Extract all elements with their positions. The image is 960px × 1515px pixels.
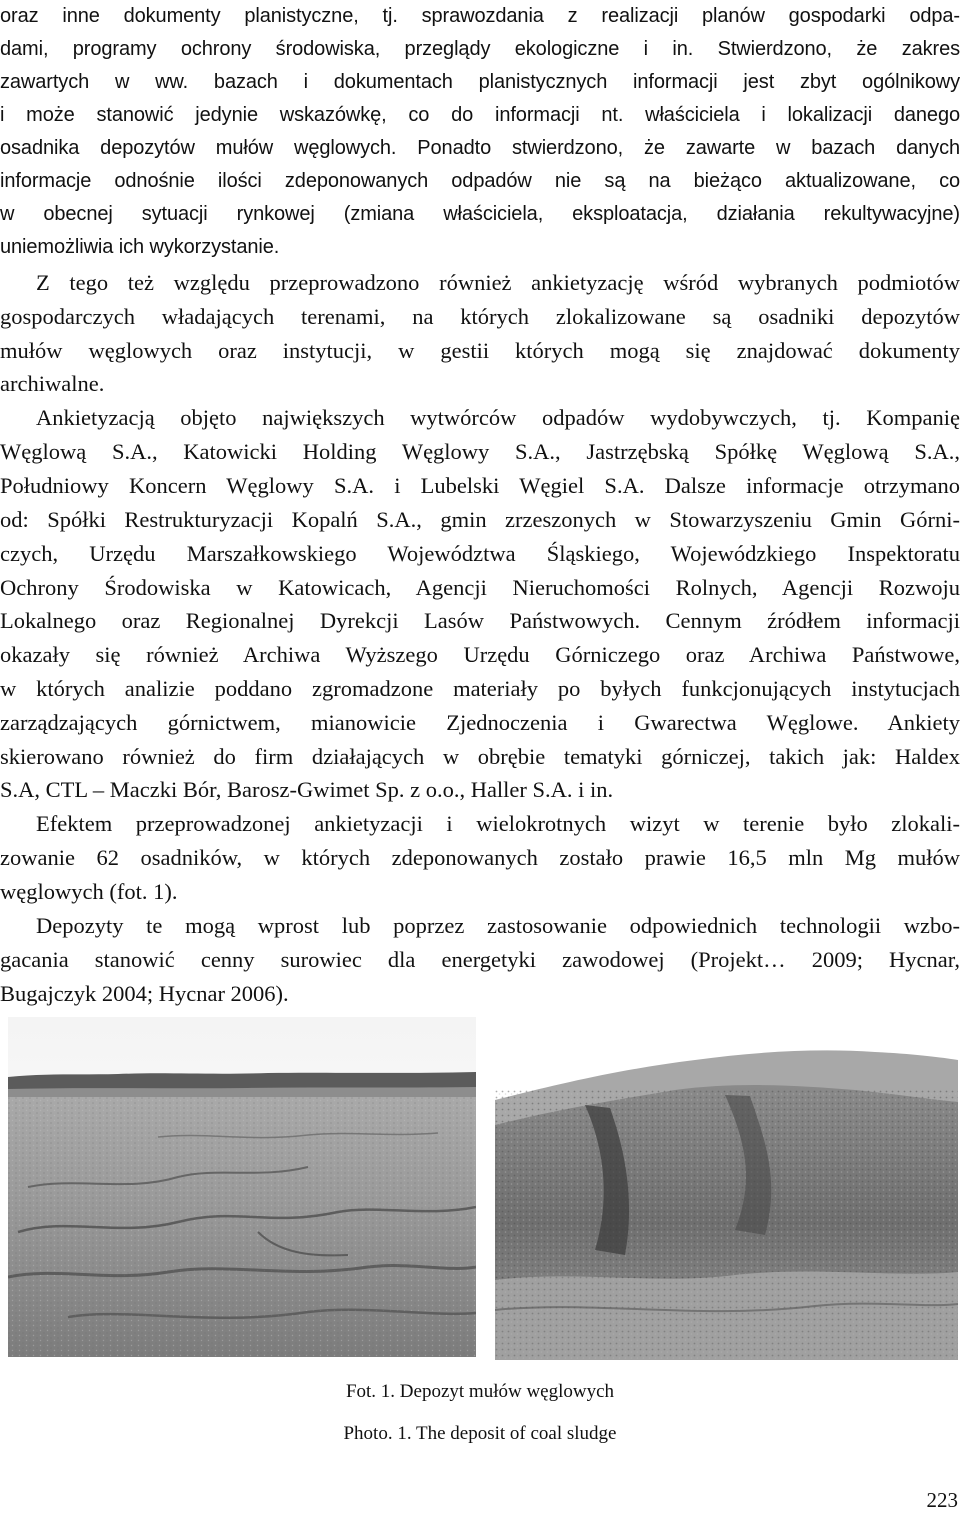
body-line: uniemożliwia ich wykorzystanie. xyxy=(0,236,280,258)
photo-left xyxy=(8,1017,476,1357)
body-line: zarządzających górnictwem, mianowicie Zjednoczenia i Gwarectwa Węglowe. Ankiety xyxy=(0,710,960,735)
body-line: i może stanowić jedynie wskazówkę, co do informacji nt. właściciela i lokalizacji danego xyxy=(0,104,960,126)
body-line: archiwalne. xyxy=(0,371,105,396)
body-line: oraz inne dokumenty planistyczne, tj. sprawozdania z realizacji planów gospodarki odpa- xyxy=(0,5,960,27)
figure-caption-pl: Fot. 1. Depozyt mułów węglowych xyxy=(345,1381,615,1402)
sludge-embankment-image xyxy=(495,1030,958,1360)
body-line: Efektem przeprowadzonej ankietyzacji i wielokrotnych wizyt w terenie było zlokali- xyxy=(36,811,960,836)
body-line: Depozyty te mogą wprost lub poprzez zastosowanie odpowiednich technologii wzbo- xyxy=(36,913,960,938)
body-line: informacje odnośnie ilości zdeponowanych odpadów nie są na bieżąco aktualizowane, co xyxy=(0,170,960,192)
body-line: w obecnej sytuacji rynkowej (zmiana właściciela, eksploatacja, działania rekultywacyjne) xyxy=(0,203,960,225)
body-line: zowanie 62 osadników, w których zdeponowanych zostało prawie 16,5 mln Mg mułów xyxy=(0,845,960,870)
body-line: skierowano również do firm działających w obrębie tematyki górniczej, takich jak: Haldex xyxy=(0,744,960,769)
body-line: węglowych (fot. 1). xyxy=(0,879,178,904)
flat-sludge-field-image xyxy=(8,1017,476,1357)
body-line: Ochrony Środowiska w Katowicach, Agencji Nieruchomości Rolnych, Agencji Rozwoju xyxy=(0,575,960,600)
body-line: osadnika depozytów mułów węglowych. Ponadto stwierdzono, że zawarte w bazach danych xyxy=(0,137,960,159)
body-line: Lokalnego oraz Regionalnej Dyrekcji Lasów Państwowych. Cennym źródłem informacji xyxy=(0,608,960,633)
body-line: S.A, CTL – Maczki Bór, Barosz-Gwimet Sp. z o.o., Haller S.A. i in. xyxy=(0,777,614,802)
page-number: 223 xyxy=(926,1488,958,1512)
body-line: Ankietyzacją objęto największych wytwórców odpadów wydobywczych, tj. Kompanię xyxy=(36,405,960,430)
body-line: Bugajczyk 2004; Hycnar 2006). xyxy=(0,981,289,1006)
body-line: Z tego też względu przeprowadzono również ankietyzację wśród wybranych podmiotów xyxy=(36,270,960,295)
body-line: zawartych w ww. bazach i dokumentach planistycznych informacji jest zbyt ogólnikowy xyxy=(0,71,960,93)
body-line: mułów węglowych oraz instytucji, w gestii których mogą się znajdować dokumenty xyxy=(0,338,960,363)
photo-right xyxy=(495,1030,958,1360)
body-line: gospodarczych władających terenami, na których zlokalizowane są osadniki depozytów xyxy=(0,304,960,329)
body-line: Południowy Koncern Węglowy S.A. i Lubelski Węgiel S.A. Dalsze informacje otrzymano xyxy=(0,473,960,498)
body-line: gacania stanowić cenny surowiec dla energetyki zawodowej (Projekt… 2009; Hycnar, xyxy=(0,947,960,972)
body-line: czych, Urzędu Marszałkowskiego Województwa Śląskiego, Wojewódzkiego Inspektoratu xyxy=(0,541,960,566)
body-line: od: Spółki Restrukturyzacji Kopalń S.A., gmin zrzeszonych w Stowarzyszeniu Gmin Górni- xyxy=(0,507,960,532)
body-line: Węglową S.A., Katowicki Holding Węglowy S.A., Jastrzębską Spółkę Węglową S.A., xyxy=(0,439,960,464)
body-line: okazały się również Archiwa Wyższego Urzędu Górniczego oraz Archiwa Państwowe, xyxy=(0,642,960,667)
body-line: dami, programy ochrony środowiska, przeglądy ekologiczne i in. Stwierdzono, że zakres xyxy=(0,38,960,60)
body-line: w których analizie poddano zgromadzone materiały po byłych funkcjonujących instytucjach xyxy=(0,676,960,701)
figure-caption-en: Photo. 1. The deposit of coal sludge xyxy=(343,1423,617,1444)
